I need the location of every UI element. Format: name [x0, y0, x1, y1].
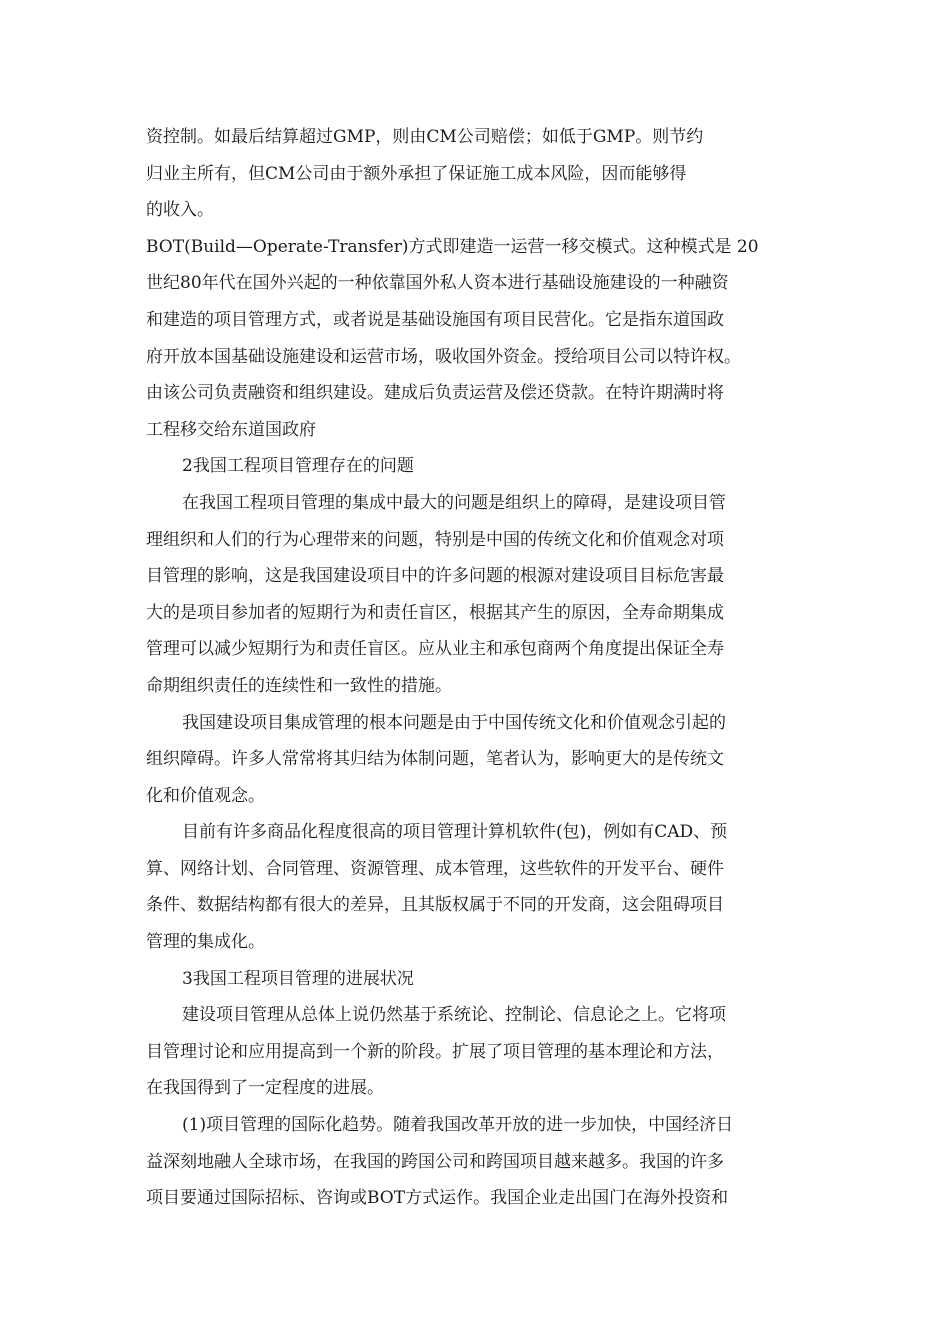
text-line: 管理可以减少短期行为和责任盲区。应从业主和承包商两个角度提出保证全寿 — [146, 639, 724, 660]
text-line: 的收入。 — [146, 200, 214, 221]
text-line: 工程移交给东道国政府 — [146, 419, 316, 440]
text-line: (1)项目管理的国际化趋势。随着我国改革开放的进一步加快，中国经济日 — [182, 1115, 734, 1136]
section-heading: 3我国工程项目管理的进展状况 — [182, 968, 414, 989]
text-line: 在我国工程项目管理的集成中最大的问题是组织上的障碍，是建设项目管 — [182, 492, 726, 513]
text-line: 和建造的项目管理方式，或者说是基础设施国有项目民营化。它是指东道国政 — [146, 309, 724, 330]
text-line: 命期组织责任的连续性和一致性的措施。 — [146, 675, 452, 696]
text-line: 目管理的影响，这是我国建设项目中的许多问题的根源对建设项目目标危害最 — [146, 566, 724, 587]
text-line: 建设项目管理从总体上说仍然基于系统论、控制论、信息论之上。它将项 — [182, 1005, 726, 1026]
text-line: 组织障碍。许多人常常将其归结为体制问题，笔者认为，影响更大的是传统文 — [146, 749, 724, 770]
text-line: 府开放本国基础设施建设和运营市场，吸收国外资金。授给项目公司以特许权。 — [146, 346, 741, 367]
text-line: 归业主所有，但CM公司由于额外承担了保证施工成本风险，因而能够得 — [146, 163, 687, 184]
text-line: 算、网络计划、合同管理、资源管理、成本管理，这些软件的开发平台、硬件 — [146, 858, 724, 879]
text-line: 资控制。如最后结算超过GMP，则由CM公司赔偿；如低于GMP。则节约 — [146, 127, 704, 147]
text-line: 目前有许多商品化程度很高的项目管理计算机软件(包)，例如有CAD、预 — [182, 822, 728, 843]
text-line: 理组织和人们的行为心理带来的问题，特别是中国的传统文化和价值观念对项 — [146, 529, 724, 550]
text-line: 管理的集成化。 — [146, 932, 265, 953]
text-line: 在我国得到了一定程度的进展。 — [146, 1078, 384, 1099]
document-body — [146, 119, 810, 1217]
text-line: 我国建设项目集成管理的根本问题是由于中国传统文化和价值观念引起的 — [182, 712, 726, 733]
text-line: 目管理讨论和应用提高到一个新的阶段。扩展了项目管理的基本理论和方法， — [146, 1041, 724, 1062]
text-line: 大的是项目参加者的短期行为和责任盲区，根据其产生的原因，全寿命期集成 — [146, 602, 724, 623]
text-line: BOT(Build—Operate-Transfer)方式即建造一运营一移交模式。这种模式是 20 — [146, 236, 759, 257]
text-line: 条件、数据结构都有很大的差异，且其版权属于不同的开发商，这会阻碍项目 — [146, 895, 724, 916]
text-line: 益深刻地融人全球市场，在我国的跨国公司和跨国项目越来越多。我国的许多 — [146, 1151, 724, 1172]
section-heading: 2我国工程项目管理存在的问题 — [182, 456, 414, 477]
text-line: 化和价值观念。 — [146, 785, 265, 806]
text-line: 世纪80年代在国外兴起的一种依靠国外私人资本进行基础设施建设的一种融资 — [146, 273, 729, 294]
text-line: 项目要通过国际招标、咨询或BOT方式运作。我国企业走出国门在海外投资和 — [146, 1188, 729, 1209]
text-line: 由该公司负责融资和组织建设。建成后负责运营及偿还贷款。在特许期满时将 — [146, 383, 724, 404]
